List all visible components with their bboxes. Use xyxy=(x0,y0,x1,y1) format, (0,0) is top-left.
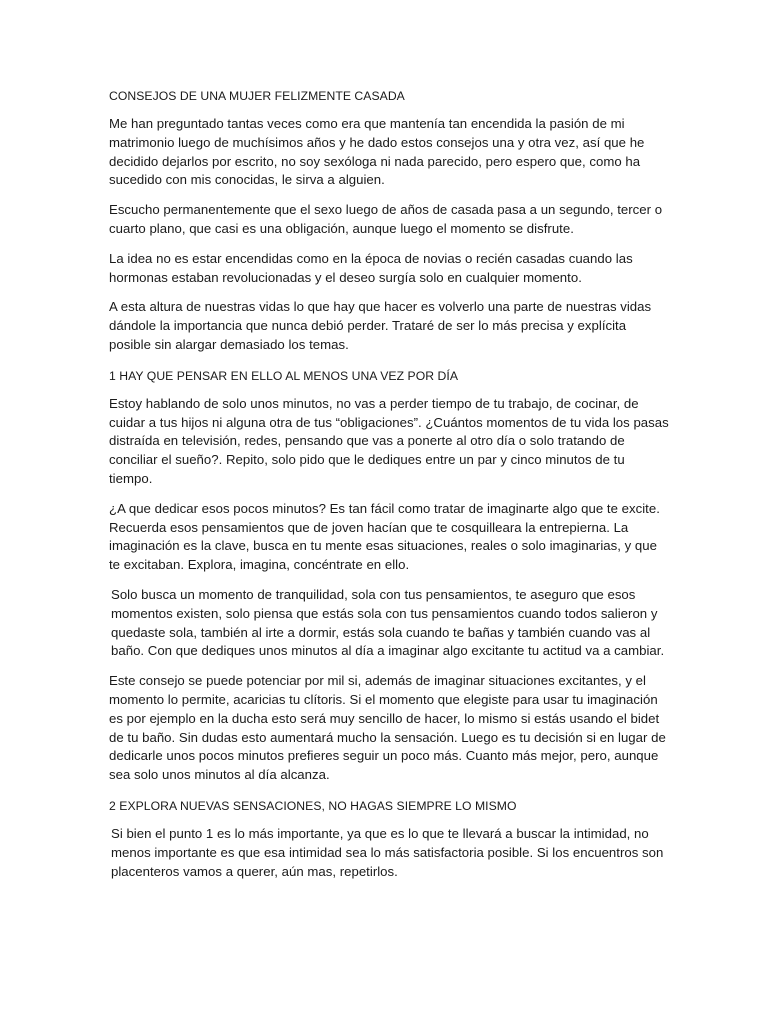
document-body xyxy=(109,87,669,881)
paragraph-intro-2: Escucho permanentemente que el sexo luego de años de casada pasa a un segundo, tercer o cuarto plano, que casi es una obligación, aunque luego el momento se disfrute. xyxy=(109,202,663,236)
document-title: CONSEJOS DE UNA MUJER FELIZMENTE CASADA xyxy=(109,89,405,103)
section-1-paragraph-3: Solo busca un momento de tranquilidad, sola con tus pensamientos, te aseguro que esos momentos existen, solo piensa que estás sola con tus pensamientos cuando todos salieron y quedaste sola, también al irte a dormir, estás sola cuando te bañas y también cuando vas al baño. Con que dediques unos minutos al día a imaginar algo excitante tu actitud va a cambiar. xyxy=(111,586,665,659)
section-1-heading: 1 HAY QUE PENSAR EN ELLO AL MENOS UNA VEZ POR DÍA xyxy=(109,368,458,383)
section-1-paragraph-1: Estoy hablando de solo unos minutos, no vas a perder tiempo de tu trabajo, de cocinar, de cuidar a tus hijos ni alguna otra de tus “obligaciones”. ¿Cuántos momentos de tu vida los pasas distraída en televisión, redes, pensando que vas a ponerte al otro día o solo tratando de conciliar el sueño?. Repito, solo pido que le dediques entre un par y cinco minutos de tu tiempo. xyxy=(109,395,669,486)
section-1-paragraph-2: ¿A que dedicar esos pocos minutos? Es tan fácil como tratar de imaginarte algo que te excite. Recuerda esos pensamientos que de joven hacían que te cosquilleara la entrepierna. La imaginación es la clave, busca en tu mente esas situaciones, reales o solo imaginarias, y que te excitaban. Explora, imagina, concéntrate en ello. xyxy=(109,500,660,573)
section-2-paragraph-1: Si bien el punto 1 es lo más importante, ya que es lo que te llevará a buscar la intimidad, no menos importante es que esa intimidad sea lo más satisfactoria posible. Si los encuentros son placenteros vamos a querer, aún mas, repetirlos. xyxy=(111,825,664,879)
paragraph-intro-4: A esta altura de nuestras vidas lo que hay que hacer es volverlo una parte de nuestras vidas dándole la importancia que nunca debió perder. Trataré de ser lo más precisa y explícita posible sin alargar demasiado los temas. xyxy=(109,299,652,352)
paragraph-intro-3: La idea no es estar encendidas como en la época de novias o recién casadas cuando las hormonas estaban revolucionadas y el deseo surgía solo en cualquier momento. xyxy=(109,250,633,285)
paragraph-intro-1: Me han preguntado tantas veces como era que mantenía tan encendida la pasión de mi matrimonio luego de muchísimos años y he dado estos consejos una y otra vez, así que he decidido dejarlos por escrito, no soy sexóloga ni nada parecido, pero espero que, como ha sucedido con mis conocidas, le sirva a alguien. xyxy=(109,116,645,188)
section-1-paragraph-4: Este consejo se puede potenciar por mil si, además de imaginar situaciones excitantes, y el momento lo permite, acaricias tu clítoris. Si el momento que elegiste para usar tu imaginación es por ejemplo en la ducha esto será muy sencillo de hacer, lo mismo si estás usando el bidet de tu baño. Sin dudas esto aumentará mucho la sensación. Luego es tu decisión si en lugar de dedicarle unos pocos minutos prefieres seguir un poco más. Cuanto más mejor, pero, aunque sea solo unos minutos al día alcanza. xyxy=(109,673,666,783)
section-2-heading: 2 EXPLORA NUEVAS SENSACIONES, NO HAGAS SIEMPRE LO MISMO xyxy=(109,798,517,813)
